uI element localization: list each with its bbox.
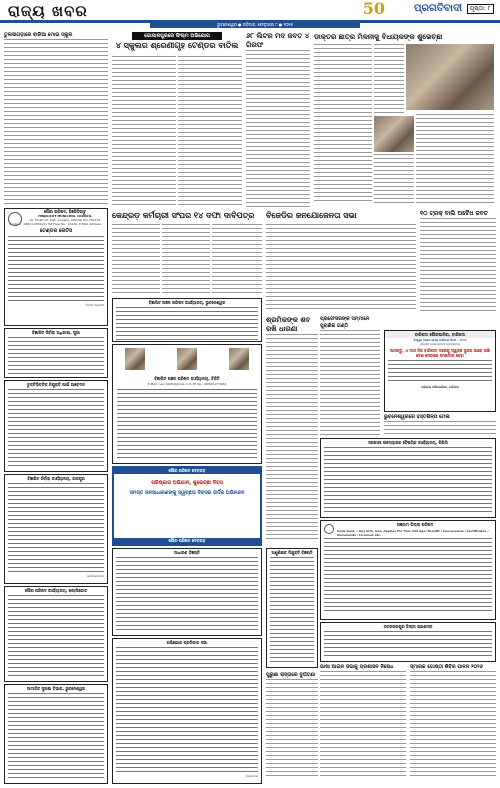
story-handicraft — [384, 414, 496, 436]
story-body — [416, 114, 494, 204]
district-seal-icon — [324, 524, 334, 534]
story-headline: ଡାକ୍ତର ଛାତ୍ର ମିଳନୀକୁ ବିଧାୟକଙ୍କ ଶୁଭେଚ୍ଛା — [314, 33, 443, 41]
anniversary-logo: 50 — [362, 0, 385, 18]
notice-subtitle: ଓଡ଼ିଶାର ଦେଶପ୍ରେମୀ ପ୍ରତିଷ୍ଠାତା — [419, 342, 461, 346]
notice-body — [8, 337, 104, 377]
story-tender-col2 — [178, 56, 242, 208]
story-kicker: ଗୋପାଳପୁରରେ ଫିଲ୍ମ ଅଭିଯୋଗ — [132, 32, 222, 40]
person-photo — [374, 116, 414, 152]
ad-tagline: ପରିଷ୍କାର ଅଭିଯାନ, ଶୁଭେଚ୍ଛା ଦିବସ — [151, 480, 223, 486]
story-headline: ଶ୍ରମିକଙ୍କ ଶବ ରଖି ଧାରଣା — [266, 316, 311, 333]
story-body — [112, 224, 160, 296]
notice-title: ଅଭିଯୋଗ ପ୍ରତିକାର ସଭା — [166, 640, 208, 645]
story-headline: ୬୮ ଲିଟର ମଦ ଜବତ ୪ ଗିରଫ — [246, 32, 310, 49]
ad-header: ପୌର ପରିଷଦ ଦେବଗଡ଼ — [114, 468, 260, 474]
notice-body — [324, 631, 492, 659]
notice-hinjilicut — [4, 208, 108, 326]
officer-photo — [229, 348, 249, 370]
page-number: ପୃଷ୍ଠା: ୮ — [467, 4, 494, 14]
notice-body — [8, 236, 104, 302]
notice-title: ସାଧାରଣ ବିଜ୍ଞପ୍ତି — [174, 550, 200, 555]
story-professor — [320, 316, 380, 436]
story-body — [384, 421, 496, 435]
notice-title: ବିଜ୍ଞାପିତ ନିର୍ବାହୀ ଅଧିକାରୀ, ପୁରୀ — [32, 330, 80, 335]
notice-signer: ଉପଜିଲ୍ଲାପାଳ — [86, 574, 104, 578]
story-liquor — [246, 32, 310, 208]
notice-title: ବିଜ୍ଞାପିତ ନିର୍ବାହୀ କାର୍ଯ୍ୟାଳୟ, ଜାଜପୁର — [27, 476, 85, 481]
story-body — [320, 330, 380, 436]
dateline: ଭୁବନେଶ୍ୱର ● ରବିବାର, ଫେବୃଆରୀ ୮ ● ୨୦୨୬ — [150, 22, 360, 28]
story-headline: ପ୍ରଫେସରଙ୍କ ସମ୍ମାନେ ପୁରାଣିକ ଗଣ୍ଠି — [320, 316, 370, 329]
notice-baripada — [384, 330, 496, 412]
story-headline: କେନ୍ଦ୍ରଡ଼ କର୍ମଚାରୀ ସଂଘର ୧୪ ଦଫା ଦାବିପତ୍ର — [112, 211, 255, 220]
notice-nac — [112, 298, 262, 342]
story-tender-col1 — [112, 56, 176, 208]
notice-social-security — [4, 684, 108, 784]
notice-title: ନବରଙ୍ଗପୁର ଜିଲ୍ଲା ପ୍ରଶାସନ — [383, 624, 433, 629]
notice-title: ଗଞ୍ଜାମ ଜିଲ୍ଲା ପରିଷଦ — [396, 522, 434, 527]
notice-recruit — [4, 380, 108, 472]
story-body — [212, 224, 262, 296]
notice-event: ବିଶ୍ୱର ପାଳନ ସମୟ ବାରିପଦା ଦିବସ - ୨୦୨୬ — [413, 338, 467, 342]
municipal-seal-icon — [8, 212, 22, 226]
story-doctor-meet — [314, 32, 496, 208]
notice-body — [116, 307, 258, 341]
notice-nabarangpur — [320, 622, 496, 662]
notice-body — [8, 595, 104, 679]
story-body — [410, 671, 496, 779]
notice-jajpur — [4, 474, 108, 584]
story-kendra-head — [112, 210, 262, 222]
story-camp — [410, 664, 496, 784]
notice-body — [116, 557, 258, 633]
story-body — [320, 671, 406, 779]
story-body — [178, 56, 242, 208]
officer-photo — [177, 348, 197, 370]
story-body — [4, 39, 108, 207]
story-road-accident — [266, 672, 318, 784]
group-photo — [406, 44, 494, 110]
notice-body — [324, 538, 492, 614]
notice-title: ଅଣୁଶିକ୍ଷକ ନିଯୁକ୍ତି ବିଜ୍ଞପ୍ତି — [271, 550, 313, 555]
notice-body — [117, 389, 257, 461]
story-headline: ଭାଷା ଆଇନ ସଭାକୁ ପ୍ରଶାସନ ନିଷେଧ — [320, 664, 394, 670]
brand-logo: ପ୍ରଗତିବାଦୀ — [413, 3, 462, 14]
notice-body — [8, 389, 104, 469]
notice-chikiti — [112, 344, 262, 464]
notice-grievance — [112, 638, 262, 784]
notice-title: ଚୁକ୍ତିଭିତ୍ତିକ ନିଯୁକ୍ତି ପାଇଁ ଆବେଦନ — [27, 382, 85, 387]
story-headline: ୧୦ ଟ୍ରକ୍ ବାଲି ଅବୈଧ ଜବତ — [420, 210, 489, 217]
story-body — [266, 679, 318, 779]
notice-body — [8, 693, 104, 781]
notice-title: ପୌର ପରିଷଦ କାର୍ଯ୍ୟାଳୟ, ଖଲ୍ଲିକୋଟ — [24, 588, 88, 593]
story-body — [112, 56, 176, 208]
story-body — [420, 218, 496, 314]
story-dharna — [266, 316, 318, 546]
ad-body: ସମସ୍ତ ଜନସାଧାରଣଙ୍କୁ ସ୍ୱଚ୍ଛତା ଦିବସର ହାର୍ଦ୍ଦିକ ଅଭିନନ୍ଦନ — [129, 490, 245, 496]
notice-title: ବିଜ୍ଞାପିତ ଅଞ୍ଚଳ ପରିଷଦ କାର୍ଯ୍ୟାଳୟ, ଭୁବନେଶ୍ୱର — [148, 300, 226, 305]
story-headline: ତୁଲସୀଗଡ଼ାରେ ବାରିଆ ମୋଇ ସ୍କୁଲ — [4, 32, 73, 38]
story-headline: ଭୁବନେଶ୍ୱରରେ ହସ୍ତଶିଳ୍ପ ମେଳା — [384, 414, 450, 420]
notice-footer: ବାରିପଦା ପୌରପାଳିକା, ବାରିପଦା — [421, 385, 459, 389]
story-body — [266, 224, 416, 312]
notice-body — [324, 447, 492, 515]
story-body — [266, 334, 318, 542]
notice-signer: ଜିଲ୍ଲାପାଳ — [245, 774, 258, 778]
notice-body — [116, 647, 258, 773]
story-headline: ପୁରୁଣା ରାସ୍ତାରେ ଦୁର୍ଘଟଣା — [266, 672, 316, 678]
notice-khallikot — [4, 586, 108, 682]
notice-body — [388, 360, 492, 384]
officer-photo — [125, 348, 145, 370]
notice-appeal: ଆସନ୍ତୁ, ଏ ମାସ ନିଜ ବାରିପଦା ସହରକୁ ସ୍ୱଚ୍ଛ ସୁନ୍ଦର ଭାବେ ରଖି ଦେଶ ସେବାରେ ଅଂଶୀଦାର ହେବା — [390, 348, 490, 358]
notice-pipili — [320, 438, 496, 518]
notice-body — [270, 557, 314, 665]
notice-title: ବାରିପଦା ପୌରପାଳିକା, ବାରିପଦା — [385, 331, 495, 338]
story-sand-trucks — [420, 210, 496, 326]
story-body — [314, 44, 372, 204]
section-title: ରାଜ୍ୟ ଖବର — [8, 2, 88, 20]
story-body — [246, 50, 310, 208]
story-body — [374, 44, 404, 114]
notice-phone: Contact : 06811-255020, Toll Free No.: 14420, E-Mail Address : — [8, 222, 103, 226]
notice-english: Gods Govt. / Any Info, Gov. Applies For Your Old Age/ Benefit / Concessions / Certificates / Documents / Licenses etc. — [337, 529, 489, 537]
story-body — [162, 224, 210, 296]
masthead — [0, 0, 500, 27]
notice-title: ସରକାରୀ ଉଦ୍ୟୋଗର ବୈଷୟିକ କାର୍ଯ୍ୟାଳୟ, ପିପିଲି — [368, 440, 448, 445]
story-headline: ୪ ସ୍କୁଲର ଶ୍ରେଣୀଗୃହ ଟେଣ୍ଡର ବାତିଲ — [115, 41, 239, 50]
notice-exec-puri — [4, 328, 108, 378]
notice-heading: ଟେଣ୍ଡର ନୋଟିସ — [39, 228, 73, 234]
ad-footer: ପୌର ପରିଷଦ ଦେବଗଡ଼ — [114, 538, 260, 544]
notice-address: At: Hinjilicut, Dist: Ganjam, Odisha, Pin-761102 — [29, 218, 101, 222]
ad-debagarh — [112, 466, 262, 546]
story-tender-header — [112, 32, 242, 54]
notice-vacancy — [266, 548, 318, 668]
story-body — [374, 154, 414, 204]
story-tulsigada — [4, 32, 108, 207]
notice-ganjam — [320, 520, 496, 620]
notice-email: E-Mail: nacchikiti@gmail.com Ph No.: 06822-273464 — [147, 382, 227, 386]
notice-title: ସାମାଜିକ ସୁରକ୍ଷା ବିଭାଗ, ଭୁବନେଶ୍ୱର — [26, 686, 86, 691]
story-headline: ସ୍ମାରକ ଗୋଷ୍ଠୀ ଶିବିର ପାଳନ ୨୦୨୬ — [410, 664, 483, 670]
notice-title: ପୌର ପରିଷଦ, ହିଞ୍ଜିଳିକାଟୁ — [44, 209, 86, 214]
story-bjd-head — [266, 210, 416, 222]
notice-title: ବିଜ୍ଞାପିତ ଅଞ୍ଚଳ ପରିଷଦ କାର୍ଯ୍ୟାଳୟ, ଚିକିଟି — [154, 376, 220, 381]
notice-title-en: HINJILICUT MUNICIPAL COUNCIL — [38, 214, 92, 218]
notice-body — [8, 483, 104, 573]
notice-signer: ନିର୍ବାହୀ ଅଧିକାରୀ — [85, 303, 104, 307]
story-language-law — [320, 664, 406, 784]
story-headline: ବିଜେଡିର ଜନଯୋଜେନତା ସଭା — [266, 211, 357, 220]
notice-general — [112, 548, 262, 636]
